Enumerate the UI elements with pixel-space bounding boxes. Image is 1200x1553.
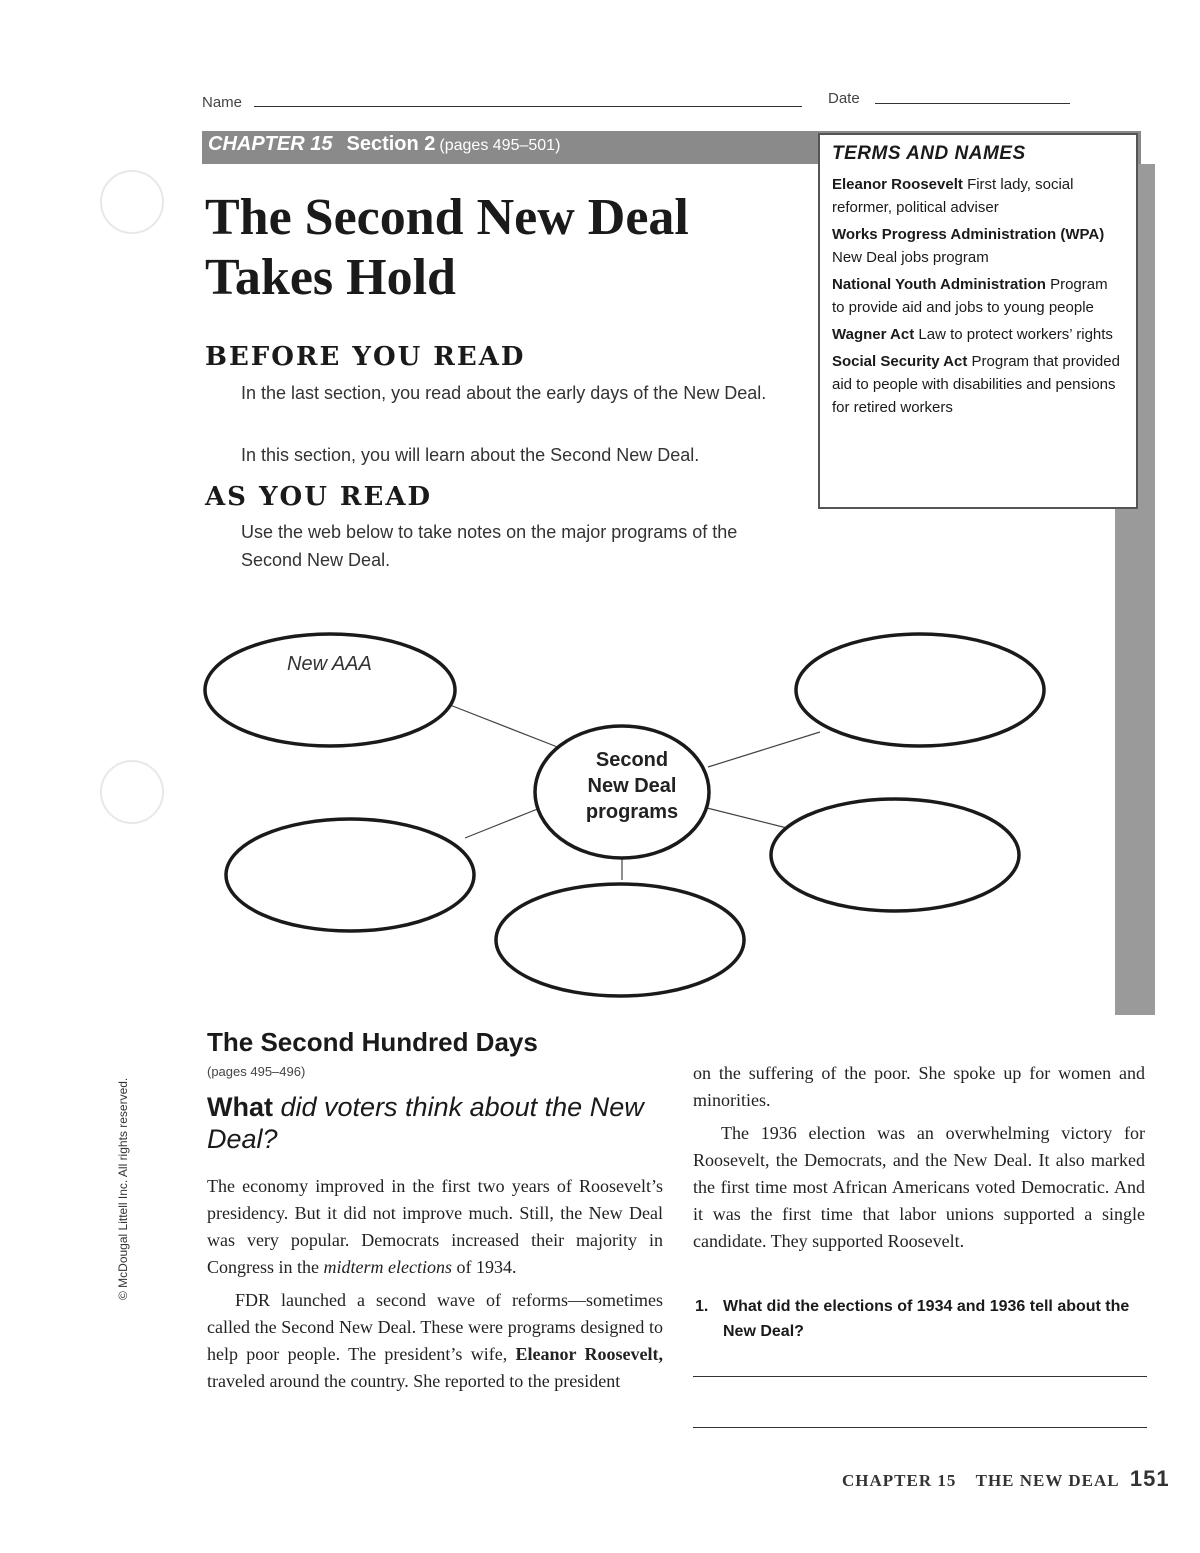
term-definition: First lady, social reformer, political adviser [832,176,1074,216]
term-name: Social Security Act [832,353,968,370]
center-line-1: Second [595,749,669,771]
footer-chapter: CHAPTER 15 [842,1471,957,1490]
before-you-read-p1: In the last section, you read about the early days of the New Deal. [241,383,767,403]
title-line-1: The Second New Deal [205,189,689,246]
chapter-banner-text [208,133,560,156]
term-midterm-elections: midterm elections [323,1257,452,1277]
as-you-read-p1: Use the web below to take notes on the major programs of the Second New Deal. [241,522,738,570]
terms-and-names-box [818,133,1138,509]
term-definition: New Deal jobs program [832,249,989,266]
before-you-read-heading: BEFORE YOU READ [205,342,526,372]
section-pages: (pages 495–501) [439,137,561,154]
terms-heading: TERMS AND NAMES [832,143,1026,164]
question-1 [695,1294,1135,1344]
focus-question [207,1091,657,1155]
term-definition: Program that provided aid to people with disabilities and pensions for retired workers [832,353,1120,416]
term-name: Works Progress Administration (WPA) [832,226,1105,243]
center-line-3: programs [585,801,679,823]
web-oval-top-right[interactable] [796,634,1044,746]
page-footer [842,1466,1170,1492]
web-oval-bottom-center[interactable] [496,884,744,996]
answer-line-2[interactable] [693,1427,1147,1428]
term-name: Eleanor Roosevelt [832,176,963,193]
page-title [205,188,805,308]
paragraph-4: The 1936 election was an overwhelming victory for Roosevelt, the Democrats, and the New Deal. It also marked the first time most African Americans voted Democratic. And it was the first time that labor unions supported a single candidate. They supported Roosevelt. [693,1123,1145,1251]
paragraph-3: on the suffering of the poor. She spoke up for women and minorities. [693,1063,1145,1110]
connector-line [465,808,540,838]
punch-hole-top [100,170,164,234]
term-item [832,273,1124,319]
section-pages-ref: (pages 495–496) [207,1064,306,1079]
notes-web-diagram [195,630,1065,1020]
column-left [207,1173,663,1395]
name-field[interactable] [254,106,802,107]
name-label: Name [202,94,243,111]
question-1-text: What did the elections of 1934 and 1936 tell about the New Deal? [723,1298,1130,1340]
term-item [832,350,1124,419]
punch-hole-middle [100,760,164,824]
focus-question-bold: What [207,1092,273,1122]
term-definition: Law to protect workers’ rights [918,326,1113,343]
term-item [832,173,1124,219]
paragraph-2: FDR launched a second wave of reforms—sometimes called the Second New Deal. These were programs designed to help poor people. The president’s wife, Eleanor Roosevelt, traveled around the country. She reported to the president [207,1290,664,1391]
web-oval-top-left[interactable] [205,634,455,746]
web-oval-bottom-right[interactable] [771,799,1019,911]
term-definition: Program to provide aid and jobs to young people [832,276,1108,316]
web-oval-bottom-left[interactable] [226,819,474,931]
term-eleanor-roosevelt: Eleanor Roosevelt, [515,1344,664,1364]
term-name: National Youth Administration [832,276,1046,293]
paragraph-1: The economy improved in the first two years of Roosevelt’s presidency. But it did not improve much. Still, the New Deal was very popular. Democrats increased their majority in Congress in the midterm elections of 1934. [207,1176,663,1277]
connector-line [707,808,787,828]
center-line-2: New Deal [587,775,677,797]
term-item [832,323,1124,346]
section-heading: The Second Hundred Days [207,1027,538,1057]
as-you-read-heading: AS YOU READ [205,482,433,512]
connector-line [708,732,820,767]
term-name: Wagner Act [832,326,915,343]
connector-line [450,705,560,748]
section-number: Section 2 [346,133,436,155]
date-label: Date [828,90,860,107]
answer-line-1[interactable] [693,1376,1147,1377]
copyright-notice: © McDougal Littell Inc. All rights reserved. [116,1077,130,1300]
page-number: 151 [1129,1466,1170,1491]
oval-text-new-aaa: New AAA [287,653,372,675]
date-field[interactable] [875,103,1070,104]
term-item [832,223,1124,269]
focus-question-text: did voters think about the New Deal? [207,1092,644,1154]
chapter-number: CHAPTER 15 [208,133,333,155]
footer-title: THE NEW DEAL [975,1471,1119,1490]
title-line-2: Takes Hold [205,249,456,306]
column-right [693,1060,1145,1255]
before-you-read-p2: In this section, you will learn about the Second New Deal. [241,445,700,465]
question-1-number: 1. [695,1298,709,1315]
